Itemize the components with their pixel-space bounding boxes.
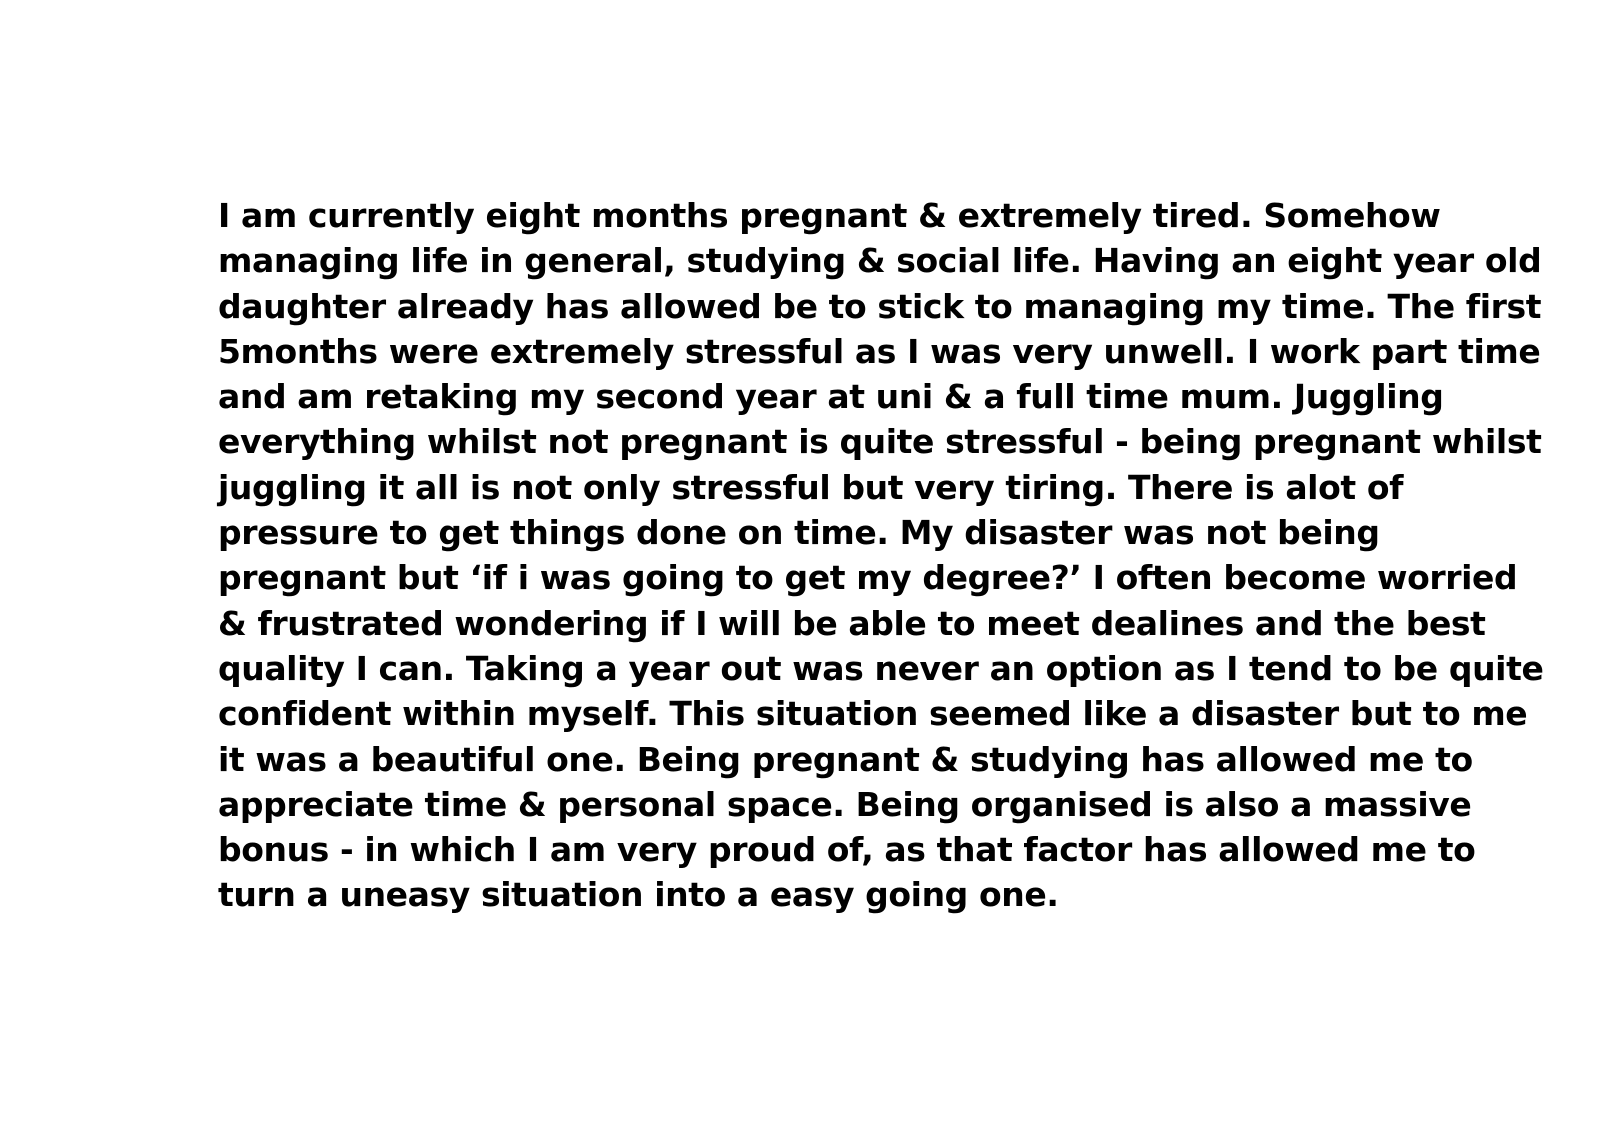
text-line: it was a beautiful one. Being pregnant & studying has allowed me to <box>218 739 1473 779</box>
text-line: bonus - in which I am very proud of, as that factor has allowed me to <box>218 830 1476 870</box>
text-line: everything whilst not pregnant is quite stressful - being pregnant whilst <box>218 422 1542 462</box>
text-line: 5months were extremely stressful as I was very unwell. I work part time <box>218 331 1541 371</box>
body-paragraph <box>218 193 1558 918</box>
text-line: & frustrated wondering if I will be able to meet dealines and the best <box>218 603 1486 643</box>
text-line: quality I can. Taking a year out was never an option as I tend to be quite <box>218 648 1544 688</box>
text-line: daughter already has allowed be to stick to managing my time. The first <box>218 286 1542 326</box>
text-line: juggling it all is not only stressful but very tiring. There is alot of <box>218 467 1404 507</box>
text-line: confident within myself. This situation seemed like a disaster but to me <box>218 694 1528 734</box>
text-line: pregnant but ‘if i was going to get my degree?’ I often become worried <box>218 558 1518 598</box>
text-line: managing life in general, studying & social life. Having an eight year old <box>218 241 1542 281</box>
text-line: appreciate time & personal space. Being organised is also a massive <box>218 784 1472 824</box>
text-line: and am retaking my second year at uni & a full time mum. Juggling <box>218 377 1444 417</box>
text-line: pressure to get things done on time. My disaster was not being <box>218 513 1380 553</box>
text-line: I am currently eight months pregnant & extremely tired. Somehow <box>218 196 1441 235</box>
text-line: turn a uneasy situation into a easy going one. <box>218 875 1059 915</box>
